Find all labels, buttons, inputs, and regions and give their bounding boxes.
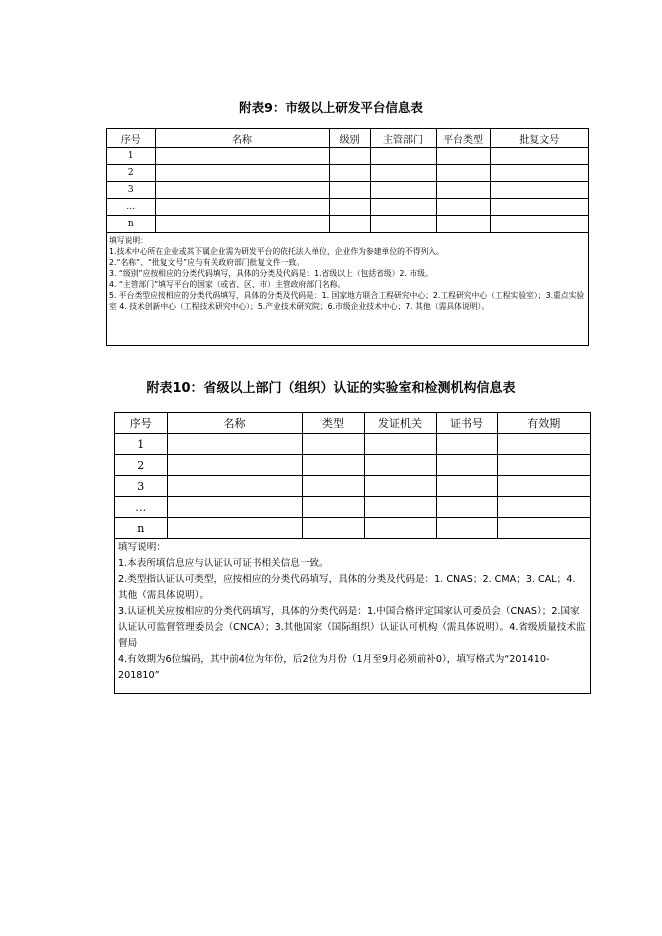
header-cell: 名称	[167, 413, 302, 434]
input-cell[interactable]	[364, 518, 436, 539]
input-cell[interactable]	[167, 518, 302, 539]
row-index: n	[115, 518, 167, 539]
note-line: 2.“名称”、“批复文号”应与有关政府部门批复文件一致。	[109, 258, 305, 267]
input-cell[interactable]	[155, 216, 329, 233]
note-line: 2.类型指认证认可类型，应按相应的分类代码填写，具体的分类及代码是：1. CNAS；2. CMA；3. CAL；4. 其他（需具体说明）。	[118, 574, 576, 601]
note-line: 4.有效期为6位编码，其中前4位为年份，后2位为月份（1月至9月必须前补0），填写格式为“201410-201810”	[118, 654, 550, 681]
table-row	[107, 199, 588, 216]
note-line: 5. 平台类型应按相应的分类代码填写，具体的分类及代码是：1. 国家地方联合工程研究中心；2.工程研究中心（工程实验室）；3.重点实验室 4. 技术创新中心（工程技术研究中心）；5.产业技术研究院；6.市级企业技术中心；7. 其他（需具体说明）。	[109, 291, 585, 311]
header-cell: 平台类型	[436, 129, 490, 148]
table2-notes	[115, 539, 590, 684]
platform-info-table	[107, 129, 588, 233]
input-cell[interactable]	[155, 199, 329, 216]
header-cell: 类型	[302, 413, 364, 434]
header-cell: 序号	[107, 129, 155, 148]
note-line: 4. “主管部门”填写平台的国家（或省、区、市）主管政府部门名称。	[109, 280, 346, 289]
input-cell[interactable]	[370, 165, 436, 182]
table-row	[107, 182, 588, 199]
row-index: 1	[115, 434, 167, 455]
row-index: 3	[115, 476, 167, 497]
header-cell: 有效期	[497, 413, 590, 434]
input-cell[interactable]	[497, 455, 590, 476]
input-cell[interactable]	[490, 216, 588, 233]
input-cell[interactable]	[155, 165, 329, 182]
input-cell[interactable]	[436, 148, 490, 165]
input-cell[interactable]	[370, 199, 436, 216]
header-cell: 名称	[155, 129, 329, 148]
input-cell[interactable]	[329, 148, 370, 165]
input-cell[interactable]	[302, 518, 364, 539]
table2-frame	[114, 412, 591, 694]
header-cell: 主管部门	[370, 129, 436, 148]
header-cell: 证书号	[436, 413, 497, 434]
input-cell[interactable]	[497, 497, 590, 518]
input-cell[interactable]	[497, 434, 590, 455]
row-index: 2	[107, 165, 155, 182]
input-cell[interactable]	[167, 455, 302, 476]
note-line: 1.本表所填信息应与认证认可证书相关信息一致。	[118, 558, 329, 569]
input-cell[interactable]	[167, 497, 302, 518]
input-cell[interactable]	[364, 476, 436, 497]
input-cell[interactable]	[155, 148, 329, 165]
table1-frame	[106, 128, 589, 346]
row-index: 2	[115, 455, 167, 476]
note-line: 1.技术中心所在企业或其下属企业需为研发平台的依托法人单位，企业作为参建单位的不得列入。	[109, 247, 444, 256]
table-header-row	[107, 129, 588, 148]
row-index: n	[107, 216, 155, 233]
input-cell[interactable]	[497, 476, 590, 497]
input-cell[interactable]	[364, 497, 436, 518]
input-cell[interactable]	[155, 182, 329, 199]
table-row	[107, 165, 588, 182]
input-cell[interactable]	[436, 476, 497, 497]
table-row	[107, 148, 588, 165]
lab-certification-table	[115, 413, 590, 539]
input-cell[interactable]	[490, 165, 588, 182]
table-row	[115, 455, 590, 476]
input-cell[interactable]	[436, 199, 490, 216]
input-cell[interactable]	[436, 182, 490, 199]
input-cell[interactable]	[370, 182, 436, 199]
input-cell[interactable]	[302, 455, 364, 476]
input-cell[interactable]	[436, 216, 490, 233]
header-cell: 批复文号	[490, 129, 588, 148]
input-cell[interactable]	[436, 518, 497, 539]
input-cell[interactable]	[302, 434, 364, 455]
input-cell[interactable]	[436, 434, 497, 455]
input-cell[interactable]	[329, 165, 370, 182]
table-row	[115, 476, 590, 497]
note-line: 3. “级别”应按相应的分类代码填写，具体的分类及代码是：1.省级以上（包括省级）2. 市级。	[109, 269, 433, 278]
header-cell: 级别	[329, 129, 370, 148]
row-index: …	[107, 199, 155, 216]
input-cell[interactable]	[167, 476, 302, 497]
input-cell[interactable]	[436, 497, 497, 518]
notes-heading: 填写说明：	[109, 236, 148, 245]
table-row	[115, 518, 590, 539]
input-cell[interactable]	[490, 199, 588, 216]
table2-title: 附表10：省级以上部门（组织）认证的实验室和检测机构信息表	[146, 381, 516, 396]
header-cell: 发证机关	[364, 413, 436, 434]
input-cell[interactable]	[497, 518, 590, 539]
table-row	[115, 434, 590, 455]
input-cell[interactable]	[364, 455, 436, 476]
header-cell: 序号	[115, 413, 167, 434]
table-header-row	[115, 413, 590, 434]
table1-title: 附表9：市级以上研发平台信息表	[239, 100, 423, 115]
input-cell[interactable]	[370, 216, 436, 233]
row-index: …	[115, 497, 167, 518]
notes-heading: 填写说明：	[118, 542, 166, 553]
table-row	[107, 216, 588, 233]
input-cell[interactable]	[436, 165, 490, 182]
input-cell[interactable]	[490, 182, 588, 199]
note-line: 3.认证机关应按相应的分类代码填写，具体的分类代码是：1.中国合格评定国家认可委员会（CNAS）；2.国家认证认可监督管理委员会（CNCA）；3.其他国家（国际组织）认证认可机构（需具体说明）。4.省级质量技术监督局	[118, 606, 586, 649]
input-cell[interactable]	[490, 148, 588, 165]
input-cell[interactable]	[329, 216, 370, 233]
table-row	[115, 497, 590, 518]
table1-notes	[107, 233, 588, 312]
input-cell[interactable]	[436, 455, 497, 476]
input-cell[interactable]	[302, 476, 364, 497]
input-cell[interactable]	[329, 182, 370, 199]
input-cell[interactable]	[370, 148, 436, 165]
input-cell[interactable]	[167, 434, 302, 455]
input-cell[interactable]	[302, 497, 364, 518]
input-cell[interactable]	[329, 199, 370, 216]
input-cell[interactable]	[364, 434, 436, 455]
row-index: 1	[107, 148, 155, 165]
row-index: 3	[107, 182, 155, 199]
